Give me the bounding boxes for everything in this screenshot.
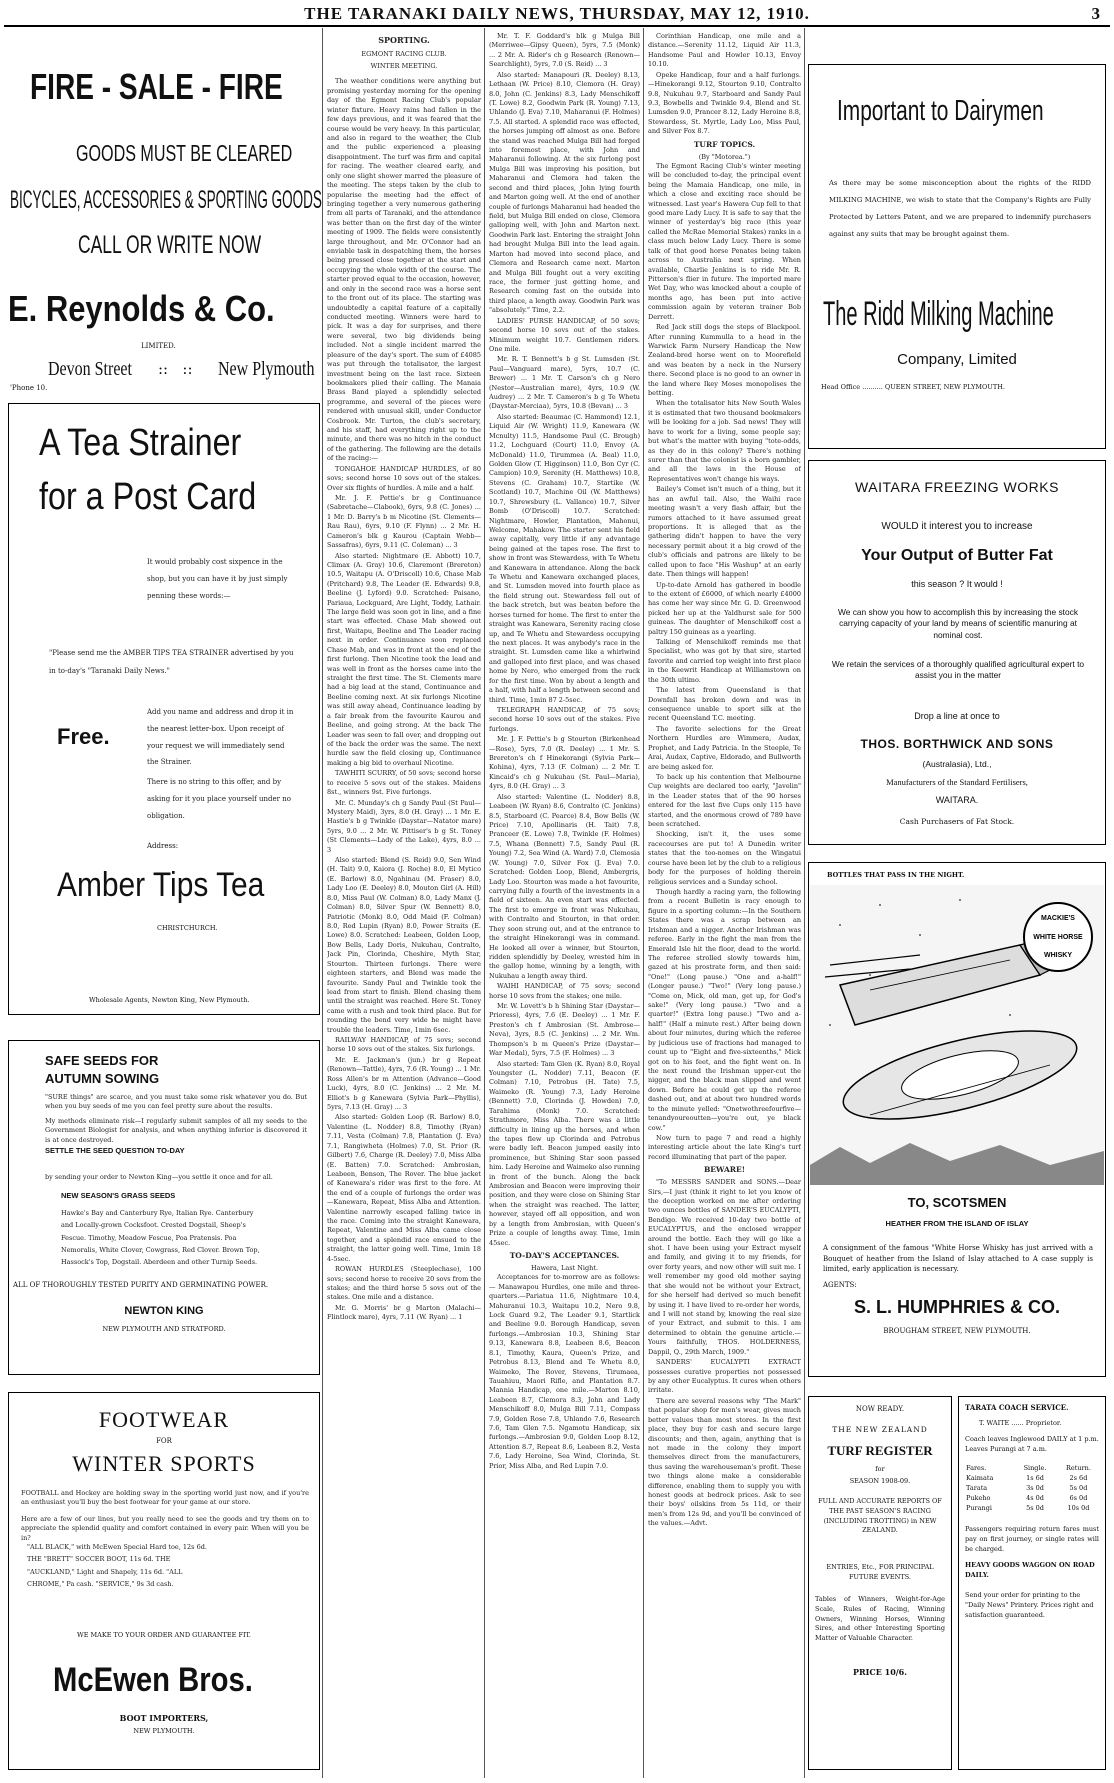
fire-sale-line-1: GOODS MUST BE CLEARED	[76, 140, 293, 166]
page-number: 3	[1091, 4, 1100, 23]
sporting-column	[327, 32, 481, 1777]
acceptances-corinthian: Corinthian Handicap, one mile and a distance.—Serenity 11.12, Liquid Air 11.3, Handsome Paul and Howler 10.13, Envoy 10.10.	[648, 32, 801, 69]
race-result: Mr. J. F. Pettie's b g Stourton (Birkenhead—Rose), 5yrs, 7.0 (R. Deeley) ... 1 Mr. S. Brereton's ch f Hinekorangi (Sylvia Park—Kohina), 4yrs, 7.13 (F. Colman) ... 2 Mr. T. Kincaid's ch g Nukuhau (St. Paul—Maria), 4yrs, 8.0 (H. Gray) ... 3	[489, 735, 640, 791]
table-row	[965, 1483, 1101, 1493]
register-tables: Tables of Winners, Weight-for-Age Scale, Rules of Racing, Winning Owners, Winning Horses, Winning Sires, and other Interesting Sporting Matter of Valuable Character.	[815, 1595, 945, 1642]
table-cell: 5s 0d	[1026, 1504, 1044, 1512]
turf-paragraph: The favorite selections for the Great Northern Hurdles are Wimmera, Audax, Prophet, and Lady Patricia. In the Steeple, Te Arai, Audax, Captive, Eldorado, and Bullworth are being asked for.	[648, 724, 801, 771]
turf-paragraph: Shocking, isn't it, the uses some racecourses are put to! A Dunedin writer states that the too-nomes on the Wingatui course have been let by the club to a religious body for the purposes of holding therein religious services and a Sunday school.	[648, 830, 801, 886]
coach-ad	[958, 1396, 1106, 1770]
tea-agents: Wholesale Agents, Newton King, New Plymouth.	[89, 996, 250, 1004]
tea-free: Free.	[57, 724, 110, 749]
sporting-heading: SPORTING.	[378, 35, 430, 45]
turf-paragraph: Up-to-date Arnold has gathered in boodle to the extent of £6000, of which nearly £4000 has come her way since Mr. G. D. Greenwood picked her up at the Yaldhurst sale for 500 guineas. The daughter of Menschikoff cost a paltry 150 guineas as a yearling.	[648, 580, 801, 636]
fire-sale-ad	[8, 60, 322, 395]
turf-paragraph: Now turn to page 7 and read a highly interesting article about the late King's turf record illuminating that part of the paper.	[648, 1133, 801, 1161]
whisky-firm: S. L. HUMPHRIES & CO.	[853, 1297, 1060, 1317]
race-heading: TAWHITI SCURRY, of 50 sovs; second horse to receive 5 sovs out of the stakes. Maidens 8st., winners 9st. Five furlongs.	[327, 769, 481, 797]
race-heading: LADIES' PURSE HANDICAP, of 50 sovs; second horse 10 sovs out of the stakes. Minimum weight 10.7. Gentlemen riders. One mile.	[489, 316, 640, 353]
fire-sale-title: FIRE - SALE - FIRE	[30, 66, 283, 107]
tea-instructions: Add you name and address and drop it in the nearest letter-box. Upon receipt of your request we will immediately send the Strainer.	[147, 708, 294, 767]
turf-topics-byline: (By "Motorea.")	[698, 152, 751, 161]
tea-brand: Amber Tips Tea	[57, 866, 265, 904]
race-heading: WAIHI HANDICAP, of 75 sovs; second horse 10 sovs from the stakes; one mile.	[489, 982, 640, 1000]
mark-advert: There are several reasons why "The Mark" that popular shop for men's wear, gives much better values than most stores. In the first place, they buy for cash and secure large discounts; and then, again, anything that is not made in the colony they import themselves direct from the manufacturers, thus saving the warehouseman's profit. These two things alone make a considerable difference, enabling them to supply you with honest goods at bedrock prices. Ask to see their boys' oilskins from 5s 11d, or their men's from 12s 9d, and you'll be convinced of the values.—Advt.	[648, 1396, 801, 1528]
coach-leaves: Coach leaves Inglewood DAILY at 1 p.m. Leaves Purangi at 7 a.m.	[965, 1435, 1099, 1453]
tea-intro: It would probably cost sixpence in the shop, but you can have it by just simply penning these words:—	[147, 558, 288, 600]
footwear-guarantee: WE MAKE TO YOUR ORDER AND GUARANTEE FIT.	[77, 1631, 251, 1639]
seeds-subhead-1: SETTLE THE SEED QUESTION TO-DAY	[45, 1146, 185, 1155]
race-report: Also started: Beaumac (C. Hammond) 12.1, Liquid Air (W. Wright) 11.9, Kanewara (W. Mcnulty) 11.5, Handsome Paul (C. Brough) 11.2, Lochguard (Court) 11.0, Envoy (A. McDonald) 11.0, Tirummea (A. Beal) 11.0, Golden Glow (T. Higginson) 11.0, Bon Cyr (C. Campion) 10.9, Serenity (H. Matthews) 10.8, Stevens (C. Graham) 10.7, Startike (W. Scotland) 10.7, Machine Oil (W. Matthews) 10.7, Shrewsbury (L. Vallance) 10.7, Silver Bomb (O'Driscoll) 10.7. Scratched: Nightmare, Howler, Plantation, Mahonui, Welcome, Mahakow. The starter sent his field away capitally, very little if any advantage being gained at the tapes rose. The first to show in front was Stewardess, with Te Whetu and Kanewara in attendance. Along the back Te Whetu and Kanewara exchanged places, and St. Lumsden moved into fourth place as the field strung out. Stewardess fell out of the back stretch, but was beaten before the horses turned for home. The first to enter the straight was Kanewara, Serenity racing close up, and Te Whetu and Stewardess occupying the next places. It was anybody's race in the straight. St. Lumsden came like a whirlwind and galloped into first place, and was chased home by Nero, who emerged from the ruck for the first time. Won by about a length and a half, with half a length between second and third. Time, 1min 87 2-5sec.	[489, 412, 640, 704]
whisky-address: BROUGHAM STREET, NEW PLYMOUTH.	[883, 1327, 1031, 1335]
whisky-sub: HEATHER FROM THE ISLAND OF ISLAY	[885, 1219, 1029, 1228]
race-result: Mr. C. Munday's ch g Sandy Paul (St Paul—Mystery Maid), 3yrs, 8.0 (H. Gray) ... 1 Mr. E. Hastie's b g Twinkle (Daystar—Natator mare) 5yrs, 9.0 ... 2 Mr. W. Pittiser's b g St. Toney (St Clements—Lady of the Lake), 4yrs, 8.0 ... 3	[327, 798, 481, 854]
seeds-title-1: SAFE SEEDS FOR	[45, 1053, 159, 1068]
fire-sale-phone: 'Phone 10.	[10, 384, 48, 392]
seeds-ad	[8, 1040, 320, 1375]
whisky-agents: AGENTS:	[823, 1281, 857, 1289]
fire-sale-street-1: Devon Street	[48, 358, 132, 380]
footwear-title-2: WINTER SPORTS	[72, 1451, 256, 1476]
turf-topics-heading: TURF TOPICS.	[693, 139, 756, 149]
race-result: Mr. W. Lovett's b h Shining Star (Daystar—Prioress), 4yrs, 7.6 (E. Deeley) ... 1 Mr. F. Preston's ch f Ambrosian (St. Ambrose—Neva), 3yrs, 8.5 (C. Jenkins) ... 2 Mr. Wm. Thompson's b m Queen's Prize (Daystar—War Medal), 5yrs, 7.5 (F. Holmes) ... 3	[489, 1002, 640, 1058]
race-result: Mr. R. T. Bennett's b g St. Lumsden (St. Paul—Vanguard mare), 5yrs, 10.7 (C. Brewer) ... 1 Mr. T. Carson's ch g Nero (Nestor—Australian mare), 4yrs, 10.9 (W. Audrey) ... 2 Mr. T. Cameron's b g Te Whetu (Daystar-Merciaa), 5yrs, 10.8 (Bevan) ... 3	[489, 355, 640, 411]
turf-register-ad	[808, 1396, 952, 1770]
race-result: Mr. E. Jackman's (jun.) br g Repeat (Renown—Tattle), 4yrs, 7.6 (R. Young) ... 1 Mr. Ross Allen's br m Attention (Advance—Good Luck), 4yrs, 8.0 (C. Jenkins) ... 2 Mr. M. Elliot's b g Kanewara (Sylvia Park—Phyllis), 5yrs, 7.13 (H. Gray) ... 3	[327, 1055, 481, 1111]
race-report: Also started: Blend (S. Reid) 9.0, Sen Wind (H. Tait) 9.0, Kaiora (J. Roche) 8.0, El Mytico (E. Barlow) 8.0, Ngahinau (M. Fraser) 8.0, Lady Loo (E. Deeley) 8.0, Mouton Girl (A. Hill) 8.0, Miss Paul (W. Colman) 8.0, Lady Manx (J. Colman) 8.0, Silver Spur (W. Bennett) 8.0, Patriotic (Monk) 8.0, Odd Maid (F. Colman) 8.0, Red Lupin (Ryan) 8.0, Power Straits (E. Lowe) 8.0. Scratched: Leabeen, Golden Loop, Bow Bells, Lady Doris, Nukuhau, Contralto, Jack Pin, Clorinda, Cheshire, Myth Star, Stourton. Thirteen furlongs. There were eighteen starters, and Blend was made the favourite. Sandy Paul and Twinkle took the lead from start to finish. Blend chasing them until the straight was reached. Here St. Toney came with a rush and took third place. But for rounding the bend very wide he might have trouble the leaders. Time, 1min 6sec.	[327, 856, 481, 1034]
table-cell: 6s 0d	[1069, 1494, 1088, 1502]
beware-letter: "To MESSRS SANDER and SONS.—Dear Sirs,—I just (think it right to let you know of the deception worked on me after ordering two ounces bottles of SANDER'S EUCALYPTI, Bendigo. We received 10-day two bottle of EUCALYPTUS, and the enclosed wrapper around the bottle. Each they will go like a shot. I have been using your Extract myself and family, and giving it to my friends, for over forty years, and now other will suit me. I well remember my good old mother saying that she would not be without your Extract, for she herself had derived so much benefit by using it. I have lived to re-order her words, and I will not stand by, knowing the real size of your Extract, and submit to this. I am determined to obtain the genuine article.—Yours faithfully, THOS. HOLDERNESS, Dappil, Q., 29th March, 1909."	[648, 1178, 801, 1356]
table-cell: 3s 0d	[1026, 1484, 1044, 1492]
acceptances-opeke: Opeke Handicap, four and a half furlongs.—Hinekorangi 9.12, Stourton 9.10, Contralto 9.8, Nukuhau 9.7, Starboard and Sandy Paul 9.3, Bowbells and Twinkle 9.4, Blend and St. Lumsden 9.0, Prancer 8.12, Lady Heroine 8.8, Stewardess, St. Myrtle, Lady Loo, Miss Paul, and Silver Fox 8.7.	[648, 70, 801, 136]
dairymen-firm: The Ridd Milking Machine	[823, 295, 1054, 333]
race-heading: ROWAN HURDLES (Steeplechase), 100 sovs; second horse to receive 20 sovs from the stakes; and the third horse 5 sovs out of the stakes. One mile and a distance.	[327, 1265, 481, 1302]
waitara-firm: THOS. BORTHWICK AND SONS	[860, 737, 1054, 751]
table-row	[965, 1473, 1101, 1483]
table-cell: 5s 0d	[1069, 1484, 1088, 1492]
register-entries: ENTRIES, Etc., FOR PRINCIPAL FUTURE EVENTS.	[826, 1563, 934, 1581]
turf-paragraph: Talking of Menschikoff reminds me that Specialist, who was got by that sire, started favorite and carried top weight into first place in the Keewrit Handicap at Williamstown on the 30th ultimo.	[648, 638, 801, 684]
seeds-para-3: by sending your order to Newton King—you settle it once and for all.	[45, 1173, 273, 1181]
turf-paragraph: To back up his contention that Melbourne Cup weights are declared too early, "Javelin" in the Leader states that of the 90 horses entered for the last five Cups only 115 have started, and the enormous crowd of 789 have been scratched.	[648, 772, 801, 829]
table-header: Fares.	[966, 1464, 987, 1472]
waitara-mfr: Manufacturers of the Standard Fertilisers,	[886, 777, 1028, 787]
acceptances-heading: TO-DAY'S ACCEPTANCES.	[509, 1251, 620, 1260]
seeds-where: NEW PLYMOUTH AND STRATFORD.	[102, 1325, 226, 1333]
acceptances-body: Acceptances for to-morrow are as follows:— Manawapou Hurdles, one mile and three-quarters.—Pariatua 11.6, Nightmare 10.4, Mahuranui 10.3, Waitapu 10.2, Nero 9.8, Lock Guard 9.2, The Leader 9.1, Startlick and Beeline 9.0. Borough Handicap, seven furlongs.—Ambrosian 10.3, Shining Star 9.13, Kanewara 8.8, Leabeen 8.6, Beacon 8.1, Timothy, Kaura, Queen's Prize, and Petrobus 8.13, Blend and Te Whetu 8.0, Waimeko, The Rover, Stevens, Tirumaea, Tauahiuu, Maori Rifle, and Plantation 8.7. Mannia Handicap, one mile.—Marton 8.10, Leabeen 8.7, Clemora 8.3, John and Lady Menschikoff 8.0, Mulga Bill 7.11, Compass 7.9, Golden Rose 7.8, Uhlando 7.6, Research 7.6, Tam Glen 7.5. Ngamotu Handicap, six furlongs.—Ambrosian 9.0, Golden Loop 8.12, Attention 8.7, Repeat 8.6, Leabeen 8.2, Vesta 7.6, Lady Heroine, Sea Wind, Clorinda, St. Prior, Miss Alba, and Red Lupin 7.0.	[489, 1273, 640, 1470]
seeds-title-2: AUTUMN SOWING	[45, 1071, 160, 1086]
register-full: FULL AND ACCURATE REPORTS OF THE PAST SEASON'S RACING (INCLUDING TROTTING) in NEW ZEALAND.	[818, 1497, 942, 1535]
race-report: Also started: Valentine (L. Nodder) 8.8, Leabeen (W. Ryan) 8.6, Contralto (C. Jenkins) 8.5, Starboard (C. Pearce) 8.4, Bow Bells (W. Price) 7.10, Apollinaris (H. Tait) 7.8, Pranceer (E. Lowe) 7.8, Twinkle (F. Holmes) 7.5, Whana (Bennett) 7.5, Sandy Paul (R. Young) 7.2, Sea Wind (A. Ward) 7.0, Clemosia (W. Young) 7.0, Silver Fox (J. Eva) 7.0. Scratched: Golden Loop, Blend, Ambergris, Lady Loo. Stourton was made a hot favourite, carrying fully a fourth of the investments in a field of sixteen. An even start was effected. The first to emerge in front was Nukuhau, with Contralto and Stourton, in that order. They soon strung out, and at the entrance to the straight Hinekorangi was in command. He looked all over a winner, but Stourton, ridden splendidly by Deeley, wrested him in the gallop home, winning by a length, with Nukuhau a length away third.	[489, 792, 640, 980]
footwear-para-2: Here are a few of our lines, but you really need to see the goods and try them on to appreciate the splendid quality and comfort contained in every pair. When will you be in?	[21, 1515, 309, 1542]
register-for: for	[875, 1465, 885, 1473]
footwear-ad	[8, 1392, 320, 1770]
race-result: Mr. G. Morris' br g Marton (Malachi—Flintlock mare), 4yrs, 7.11 (W. Ryan) ... 1	[327, 1303, 481, 1322]
tea-quote: "Please send me the AMBER TIPS TEA STRAINER advertised by you in to-day's "Taranaki Daily News."	[49, 649, 294, 676]
footwear-for: FOR	[156, 1437, 172, 1445]
race-heading: TONGAHOE HANDICAP HURDLES, of 80 sovs; second horse 10 sovs out of the stakes. Over six flights of hurdles. A mile and a half.	[327, 464, 481, 492]
footwear-items: "ALL BLACK," with McEwen Special Hard toe, 12s 6d. THE "BRETT" SOCCER BOOT, 11s 6d. THE "AUCKLAND," Light and Shapely, 11s 6d. "ALL CHROME," Pa cash. "SERVICE," 9s 3d cash.	[27, 1543, 207, 1589]
table-header-row	[965, 1463, 1101, 1473]
register-season: SEASON 1908-09.	[849, 1477, 911, 1485]
register-price: PRICE 10/6.	[852, 1667, 908, 1677]
masthead-rule	[4, 25, 1110, 27]
waitara-aus: (Australasia), Ltd.,	[922, 759, 992, 769]
table-cell: Purangi	[966, 1504, 992, 1512]
tea-address: Address:	[147, 842, 179, 850]
race-result: Mr. T. F. Goddard's blk g Mulga Bill (Merriwee—Gipsy Queen), 5yrs, 7.5 (Monk) ... 2 Mr. A. Rider's ch g Research (Renown—Searchlight), 5yrs, 7.0 (S. Reid) ... 3	[489, 32, 640, 69]
table-cell: 2s 6d	[1069, 1474, 1088, 1482]
seeds-name: NEWTON KING	[124, 1305, 204, 1317]
fire-sale-limited: LIMITED.	[141, 342, 176, 350]
turf-paragraph: The latest from Queensland is that Downfall has broken down and was in consequence unable to sport silk at the recent Queensland T.C. meeting.	[648, 686, 801, 723]
table-cell: 1s 6d	[1026, 1474, 1044, 1482]
footwear-firm: McEwen Bros.	[53, 1661, 253, 1699]
footwear-boot: BOOT IMPORTERS,	[119, 1713, 209, 1723]
tea-headline-2: for a Post Card	[39, 476, 257, 518]
coach-note-1: Passengers requiring return fares must pay on first journey, or single rates will be charged.	[965, 1525, 1099, 1553]
tea-city: CHRISTCHURCH.	[157, 924, 218, 932]
seeds-para-1: "SURE things" are scarce, and you must take some risk whatever you do. But when you buy seeds of me you can feel pretty sure about the results.	[45, 1093, 307, 1111]
race-report: Also started: Manapouri (R. Deeley) 8.13, Lethaan (W. Price) 8.10, Clemora (H. Gray) 8.0, John (C. Jenkins) 8.3, Lady Menschikoff (T. Lowe) 8.2, Goodwin Park (R. Young) 7.13, Uhlando (J. Eva) 7.10, Maharanui (F. Holmes) 7.5. All started. A splendid race was effected, the horses jumping off almost as one. Before the stand was reached Mulga Bill had forged into foremost place, with John and Maharanui following. At the six furlong post Mulga Bill was improving his position, but Maharanui and Clemora had taken the second and third places, John lying fourth and Marton going well. At the end of another couple of furlongs Maharanui had headed the field, but Mulga Bill ended on close, Clemora galloping well, with John and Marton next. Goodwin Park last. Entering the straight John had brought Mulga Bill into the lead again. Marton had moved into second place, and Clemora and Research came next. Marton and Mulga Bill fought out a very exciting race, the former just getting home, and Research coming fast on the outside into third place, a length away. Goodwin Park was "absolutely." Time, 2.2.	[489, 70, 640, 315]
fire-sale-separator: :: ::	[158, 360, 193, 378]
table-row	[965, 1493, 1101, 1503]
masthead-title: THE TARANAKI DAILY NEWS, THURSDAY, MAY 12, 1910.	[304, 4, 810, 23]
table-row	[965, 1503, 1101, 1513]
race-report: Also started: Golden Loop (R. Barlow) 8.0, Valentine (L. Nodder) 8.8, Timothy (Ryan) 7.11, Vesta (Colman) 7.8, Plantation (J. Eva) 7.1, Rangiwheta (Holmes) 7.0, St. Prior (R. Gilbert) 7.6, Charge (R. Deeley) 7.0, Miss Alba (E. Batten) 7.0. Scratched: Ambrosian, Leabeen, Benson, The Rover. The blue jacket of Kanewara's rider was first to the fore. At the end of a couple of furlongs the order was—Kanewara, Repeat, Miss Alba and Attention. Valentine narrowly escaped falling twice in the race. Coming into the straight Kanewara, Repeat, Valentine and Miss Alba came close together, and a splendid race ensued to the straight, the latter going well. Time, 1min 18 4-5sec.	[327, 1113, 481, 1263]
fire-sale-firm: E. Reynolds & Co.	[8, 288, 275, 329]
waitara-cash: Cash Purchasers of Fat Stock.	[899, 817, 1015, 826]
sporting-sub-1: EGMONT RACING CLUB.	[361, 49, 447, 58]
coach-fares-table	[965, 1463, 1101, 1513]
column-divider	[484, 28, 485, 1778]
coach-title: TARATA COACH SERVICE.	[965, 1403, 1069, 1412]
waitara-line-1: WOULD it interest you to increase	[881, 521, 1033, 532]
masthead	[0, 0, 1114, 26]
waitara-town: WAITARA.	[935, 795, 979, 805]
waitara-line-6: Drop a line at once to	[914, 711, 1000, 721]
fire-sale-line-3: CALL OR WRITE NOW	[78, 231, 262, 259]
table-header: Return.	[1065, 1464, 1091, 1472]
fire-sale-line-2: BICYCLES, ACCESSORIES & SPORTING GOODS	[10, 186, 322, 214]
results-column	[489, 32, 640, 1777]
waitara-ad	[808, 460, 1106, 845]
footwear-para-1: FOOTBALL and Hockey are holding sway in the sporting world just now, and if you're an enthusiast you'll buy the best footwear for your game at our store.	[21, 1489, 309, 1507]
whisky-label-2: WHITE HORSE	[1033, 934, 1083, 941]
turf-paragraph: Red Jack still dogs the steps of Blackpool. After running Kummulla to a head in the Warwick Farm Nursery Handicap the New Zealand-bred horse went on to Moorefield and was beaten by a neck in the Nursery there. Second place is no good to an owner in the land where Ikey Moses monopolises the betting.	[648, 323, 801, 398]
whisky-illustration	[810, 885, 1104, 1185]
waitara-line-4: We can show you how to accomplish this by increasing the stock carrying capacity of your land by means of scientific manuring at nominal cost.	[837, 607, 1079, 640]
race-report: Also started: Nightmare (E. Abbott) 10.7, Climax (A. Gray) 10.6, Claremont (Brereton) 10.5, Waitapu (A. O'Driscoll) 10.6, Chase Mab (Pritchard) 9.8, The Leader (E. Edwards) 9.8, Beeline (J. Lyford) 9.0. Scratched: Paisano, Pariaua, Lockguard, Are Light, Toddy, Lathair. The large field was soon got in line, and a fine start was effected. Chase Mab showed out first, Waitapu, Beeline and The Leader racing next in order. Continuance soon replaced Chase Mab, and was in front at the end of the first furlong. Then Nicotine took the lead and was well in front as the horses came into the straight the first time. The St. Clements mare had a big lead at the stand, Continuance and Beeline coming next. At six furlongs Nicotine was still away ahead, Continuance leading by a fair break from the favourite Kaurou and Beeline, and going strong. At the back The Leader was seen to fall over, and dropping out of the back the order was the same. The next hurdle saw the field closing up, Continuance making a big bid to overhaul Nicotine.	[327, 551, 481, 767]
coach-owner: T. WAITE ...... Proprietor.	[979, 1419, 1062, 1427]
acceptances-dateline: Hawera, Last Night.	[530, 1263, 599, 1272]
whisky-ad	[808, 862, 1106, 1377]
column-divider	[322, 28, 323, 1778]
table-header: Single.	[1023, 1464, 1047, 1472]
seeds-list: Hawke's Bay and Canterbury Rye, Italian Rye. Canterbury and Locally-grown Cocksfoot. Crested Dogstail, Sheep's Fescue. Timothy, Meadow Fescue, Poa Pratensis. Poa Nemoralis, White Clover, Cowgrass, Red Clover. Brown Top, Hassock's Top, Dogstail. Aberdeen and other Turnip Seeds.	[61, 1209, 260, 1267]
waitara-title: WAITARA FREEZING WORKS	[855, 479, 1059, 495]
race-report: Also started: Tam Glen (K. Ryan) 8.0, Royal Youngster (L. Nodder) 7.11, Beacon (F. Colman) 7.10, Petrobus (H. Tate) 7.5, Waimeko (R. Young) 7.3, Lady Heroine (Bennett) 7.0, Clorinda (J. Howden) 7.0, Tarahima (Monk) 7.0. Scratched: Strathmore, Miss Alba. There was a little difficulty in lining up the horses, and when the tapes flew up Clorinda and Petrobus were badly left. Beacon jumped easily into prominence, but Shining Star soon passed him. Lady Heroine and Waimeko also running in front of the bunch. Along the back Ambrosian and Beacon were improving their position, and they were close on Shining Star when the straight was reached. The latter, however, stayed off all opposition, and won by a length from Ambrosian, with Queen's Prize a couple of lengths away. Time, 1min 45sec.	[489, 1059, 640, 1247]
race-heading: TELEGRAPH HANDICAP, of 75 sovs; second horse 10 sovs out of the stakes. Five furlongs.	[489, 705, 640, 733]
race-heading: RAILWAY HANDICAP, of 75 sovs; second horse 10 sovs out of the stakes. Six furlongs.	[327, 1036, 481, 1054]
whisky-label-3: WHISKY	[1044, 952, 1072, 959]
waitara-line-2: Your Output of Butter Fat	[861, 547, 1053, 564]
whisky-title: TO, SCOTSMEN	[907, 1195, 1007, 1210]
turf-paragraph: The Egmont Racing Club's winter meeting will be concluded to-day, the principal event being the Mamaia Handicap, one mile, in which a close and exciting race should be witnessed. Last year's Hawera Cup fell to that good mare Lady Lucy. It is safe to say that the winner of yesterday's big race (this year called the McRae Memorial Stakes) ranks in a class much below Lady Lucy. There is some talk of that good horse Penates being taken across to Australia next spring. When available, Charlie Jenkins is to ride Mr. R. Pitterson's flier in future. The imported mare Wet Day, who was knocked about a couple of months ago, has been put into active commission again by veteran trainer Bob Derrett.	[648, 161, 801, 321]
dairymen-ad	[808, 64, 1106, 449]
turf-topics-column	[648, 32, 801, 1777]
whisky-body: A consignment of the famous "White Horse Whisky has just arrived with a Bouquet of heather from the Island of Islay attached to A case supply is limited, early application is necessary.	[823, 1244, 1093, 1273]
beware-advert: SANDERS' EUCALYPTI EXTRACT possesses curative properties not possessed by any other Eucalyptus. It cures when others irritate.	[648, 1358, 801, 1395]
table-cell: 4s 0d	[1026, 1494, 1044, 1502]
turf-paragraph: Though hardly a racing yarn, the following from a recent Bulletin is racy enough to figure in a sporting column:—In the Southern States there was a scrap between an Irishman and a nigger. Another Irishman was referee. Early in the fight the man from the Emerald Isle hit the floor, dead to the world. The referee strolled slowly towards him, gazed at his prostrate form, and then said: "One!" (Long pause.) "One and a-half!" (Longer pause.) "Two!" (Very long pause.) "Come on, Mick, old man, get up, for God's sake!" (Very long pause.) "Two and a quarter!" (Extra long pause.) "Two and a-half!" (Half a minute rest.) After being down about four minutes, during which the referee by judicious use of fractions had managed to count up to "Eight and five-sixteenths," Mick got on to his feet, and the fight went on. In the next round the Irishman upper-cut the nigger, and the black man slipped and went down. Before he could get up the referee dashed out, and at about two hundred words to the minute yelled: "Onetwothreefourfive—tenandyoureoutten—you're out, ye black cow."	[648, 888, 801, 1132]
column-divider	[804, 28, 805, 1778]
register-now: NOW READY.	[855, 1405, 905, 1413]
dairymen-office: Head Office .......... QUEEN STREET, NEW PLYMOUTH.	[821, 383, 1005, 391]
column-divider	[643, 28, 644, 1778]
coach-note-2: HEAVY GOODS WAGGON ON ROAD DAILY.	[965, 1561, 1095, 1579]
waitara-line-3: this season ? It would !	[911, 579, 1003, 589]
whisky-caption: BOTTLES THAT PASS IN THE NIGHT.	[827, 871, 965, 879]
tea-strainer-ad	[8, 403, 320, 1015]
sporting-intro: The weather conditions were anything but promising yesterday morning for the opening day of the Egmont Racing Club's popular winter fixture. Heavy rains had fallen in the few days previous, and it was feared that the course would be very heavy. In this particular, and also in regard to the weather, the Club and the public experienced a pleasing disappointment. The turf was firm and capital for racing. The weather cleared early, and only one slight shower marred the pleasure of the meeting. The steps taken by the club to popularise the meeting had the effect of bringing together a very numerous gathering from all parts of Taranaki, and the attendance was better than on the first day of the winter meeting of 1909. The fields were consistently large throughout, and Mr. O'Connor had an enviable task in despatching them, the horses being pressed close together at the start and occupying the whole width of the course. The starter proved equal to the occasion, however, and only in the second race was a horse sent to the front out of its place. The starting was undoubtedly a capital feature of a capitally conducted meeting. Winners were hard to pick. It was a day for surprises, and there were several, two big dividends being included. Not a single incident marred the pleasure of the day's sport. The sum of £4085 was put through the totalisator, the largest investment being on the last race. Sixteen bookmakers plied their calling. The Manaia Brass Band played a splendidly selected programme, and several of the pieces were rendered with unusual skill, under Conductor Cosbrook. Mr. Turton, the club's secretary, and his staff, had everything right up to the minute, and there was no hitch in the conduct of the gathering. The following are the details of the racing:—	[327, 77, 481, 463]
table-cell: 10s 0d	[1067, 1504, 1090, 1512]
race-result: Mr. J. F. Pettie's br g Continuance (Sabretache—Clabook), 6yrs, 9.8 (C. Jones) ... 1 Mr. D. Barry's b m Nicotine (St. Clements—Rau Rau), 6yrs, 9.10 (F. Flynn) ... 2 Mr. H. Cameron's blk g Kaurou (Captain Webb—Sassafras), 6yrs, 9.11 (C. Coleman) ... 3	[327, 494, 481, 550]
table-cell: Pukeho	[966, 1494, 991, 1502]
coach-note-3: Send your order for printing to the "Daily News" Printery. Prices right and satisfaction guaranteed.	[965, 1591, 1094, 1619]
waitara-line-5: We retain the services of a thoroughly qualified agricultural expert to assist you in the matter	[831, 659, 1085, 681]
register-the: THE NEW ZEALAND	[832, 1425, 928, 1434]
tea-headline-1: A Tea Strainer	[39, 422, 242, 464]
whisky-label-icon	[1024, 903, 1092, 971]
tea-no-string: There is no string to this offer, and by asking for it you place yourself under no obligation.	[147, 778, 291, 820]
dairymen-body: As there may be some misconception about the rights of the RIDD MILKING MACHINE, we wish to state that the Company's Rights are Fully Protected by Letters Patent, and we are prepared to indemnify purchasers against any suits that may be brought against them.	[829, 179, 1091, 238]
register-title: TURF REGISTER	[827, 1443, 933, 1458]
footwear-title-1: FOOTWEAR	[98, 1407, 230, 1432]
whisky-label-1: MACKIE'S	[1041, 915, 1075, 922]
dairymen-company: Company, Limited	[897, 351, 1017, 368]
table-cell: Kaimata	[966, 1474, 994, 1482]
seeds-subhead-3: ALL OF THOROUGHLY TESTED PURITY AND GERMINATING POWER.	[13, 1281, 269, 1289]
turf-paragraph: When the totalisator hits New South Wales it is estimated that two thousand bookmakers will be looking for a job. Sad news! They will have to work for a living, some people say; but what's the matter with buying "tote-odds, as they do in this colony? There's nothing surer than that the colonist is a born gambler, and all the laws in the House of Representatives won't change his ways.	[648, 399, 801, 483]
fire-sale-street-2: New Plymouth	[218, 358, 315, 380]
sporting-sub-2: WINTER MEETING.	[370, 62, 438, 71]
beware-heading: BEWARE!	[703, 1165, 746, 1175]
table-cell: Tarata	[966, 1484, 988, 1492]
turf-paragraph: Bailey's Comet isn't much of a thing, but it has an awful tail. Also, the Waihi race meeting wasn't a very flash affair, but the rumors attached to it have assumed great proportions. It is alleged that as the gathering didn't happen to have the very necessary permit about it a big crowd of the club's officials and patrons are likely to be called upon to face "His Washup" at an early date. Then things will happen!	[648, 485, 801, 579]
seeds-para-2: My methods eliminate risk—I regularly submit samples of all my seeds to the Government Biologist for analysis, and when anything inferior is discovered it is at once destroyed.	[45, 1117, 307, 1144]
footwear-town: NEW PLYMOUTH.	[133, 1727, 195, 1735]
seeds-subhead-2: NEW SEASON'S GRASS SEEDS	[61, 1191, 176, 1200]
dairymen-title: Important to Dairymen	[837, 95, 1044, 127]
